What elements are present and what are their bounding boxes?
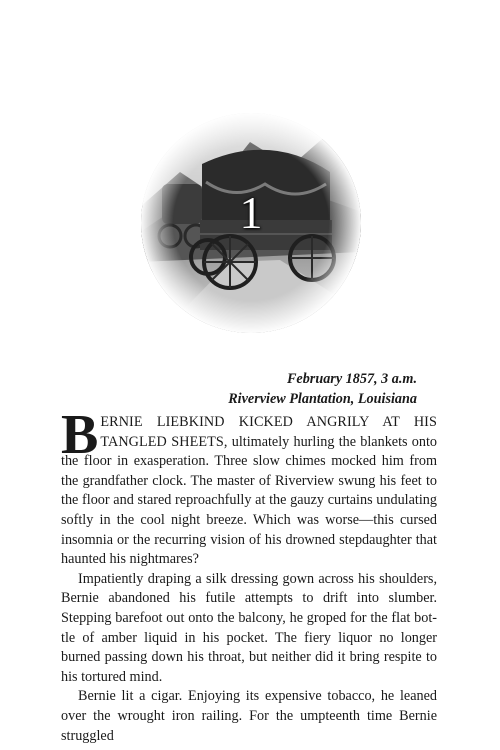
dateline-date: February 1857, 3 a.m. [286,371,417,387]
paragraph: Impatiently draping a silk dressing gown across his shoulders, Bernie abandoned his futile attempts to drift into slumber. Stepping barefoot out onto the balcony, he groped for the flat bottle of amber liquid in his pocket. The fiery liquor no longer burned passing down his throat, but neither did it bring respite to his tortured mind. [61,570,437,685]
drop-cap: B [61,404,99,466]
dateline [228,369,417,409]
opening-smallcaps: ERNIE LIEBKIND KICKED ANGRILY AT HIS TANGLED SHEETS, [100,414,437,450]
chapter-body [61,404,437,746]
dateline-place: Riverview Plantation, Louisiana [228,391,417,407]
paragraph [61,404,437,570]
chapter-vignette [140,112,362,334]
chapter-number: 1 [239,187,263,238]
paragraph: Bernie lit a cigar. Enjoying its expensive tobacco, he leaned over the wrought iron railing. For the umpteenth time Bernie struggled [61,688,437,744]
paragraph-text: ultimately hurling the blankets onto the floor in exasperation. Three slow chimes mocked him from the grandfather clock. The master of Riverview swung his feet to the floor and stared reproachfully at the gauzy curtains undulating softly in the cool night breeze. Which was worse—this cursed insomnia or the recurring vision of his drowned stepdaughter that haunted his nightmares? [61,433,437,568]
